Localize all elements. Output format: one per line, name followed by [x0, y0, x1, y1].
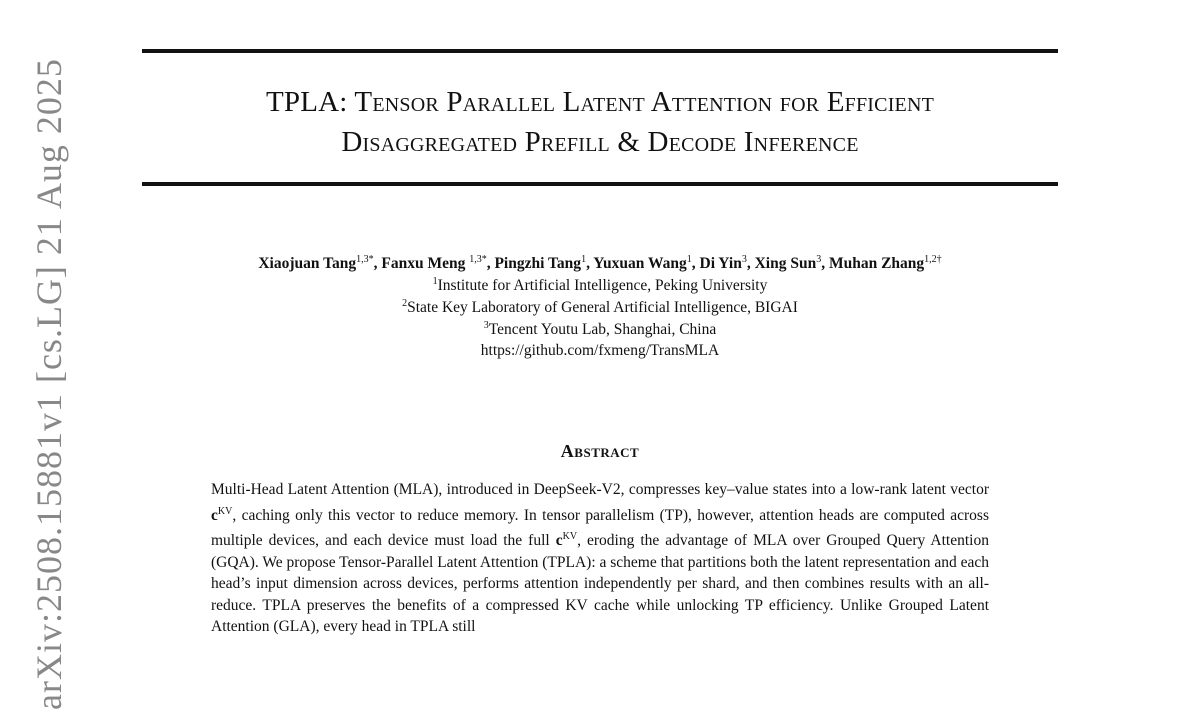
- math-kv-sup: KV: [217, 505, 233, 517]
- math-c: c: [211, 506, 218, 524]
- arxiv-stamp: [26, 0, 86, 710]
- author-name: Xiaojuan Tang: [258, 255, 357, 273]
- title-line-1: TPLA: Tensor Parallel Latent Attention for Efficient: [265, 86, 935, 118]
- paper-title: [142, 82, 1058, 162]
- author-name: Di Yin: [699, 255, 742, 273]
- abstract-text: Multi-Head Latent Attention (MLA), introduced in DeepSeek-V2, compresses key–value states into a low-rank latent vector: [211, 481, 989, 498]
- author-affil-sup: 3: [816, 254, 822, 265]
- affiliation-sup: 1: [432, 276, 438, 287]
- author-name: Fanxu Meng: [381, 255, 466, 273]
- author-affil-sup: 1: [686, 254, 692, 265]
- title-line-2: Disaggregated Prefill & Decode Inference: [341, 126, 859, 158]
- author-mark: *: [368, 254, 374, 265]
- affiliation-sup: 2: [402, 298, 408, 309]
- affiliation-1: [100, 276, 1100, 295]
- math-c: c: [555, 532, 563, 550]
- abstract-heading: Abstract: [560, 441, 640, 461]
- title-rule-bottom: [142, 182, 1058, 186]
- affiliation-text: Institute for Artificial Intelligence, Peking University: [437, 277, 768, 295]
- author-affil-sup: 3: [741, 254, 747, 265]
- arxiv-stamp-text: arXiv:2508.15881v1 [cs.LG] 21 Aug 2025: [29, 58, 69, 710]
- author-affil-sup: 1: [581, 254, 587, 265]
- author-mark: *: [481, 254, 487, 265]
- abstract-text: , eroding the advantage of MLA over Grouped Query Attention (GQA). We propose Tensor-Parallel Latent Attention (TPLA): a scheme that partitions both the latent representation and each head’s input dimension across devices, performs attention independently per shard, and then combines results with an all-reduce. TPLA preserves the benefits of a compressed KV cache while unlocking TP efficiency. Unlike Grouped Latent Attention (GLA), every head in TPLA still: [211, 532, 990, 636]
- author-list: Xiaojuan Tang$^{1,3*}$, Fanxu Meng $^{1,3*}$, Pingzhi Tang$^1$, Yuxuan Wang$^1$, Di Yin$^3$, Xing Sun$^3$, Muhan Zhang$^{1,2\dagger}$: [258, 254, 942, 273]
- author-affil-sup: 1,3: [356, 254, 369, 265]
- title-rule-top: [142, 49, 1058, 53]
- abstract-text: , caching only this vector to reduce memory. In tensor parallelism (TP), however, attention heads are computed across multiple devices, and each device must load the full: [211, 506, 989, 550]
- author-affil-sup: 1,3: [469, 254, 482, 265]
- affiliation-2: [100, 298, 1100, 317]
- affiliation-sup: 3: [483, 320, 489, 331]
- author-name: Xing Sun: [754, 255, 817, 273]
- author-name: Muhan Zhang: [828, 255, 925, 273]
- math-kv-sup: KV: [562, 531, 578, 543]
- repo-link[interactable]: https://github.com/fxmeng/TransMLA: [480, 342, 720, 359]
- author-name: Yuxuan Wang: [593, 255, 687, 273]
- abstract-body: [211, 479, 989, 638]
- affiliation-3: [100, 320, 1100, 339]
- affiliation-text: State Key Laboratory of General Artificial Intelligence, BIGAI: [407, 299, 798, 317]
- affiliation-text: Tencent Youtu Lab, Shanghai, China: [488, 321, 717, 339]
- author-affil-sup: 1,2†: [924, 254, 942, 265]
- author-name: Pingzhi Tang: [494, 255, 582, 273]
